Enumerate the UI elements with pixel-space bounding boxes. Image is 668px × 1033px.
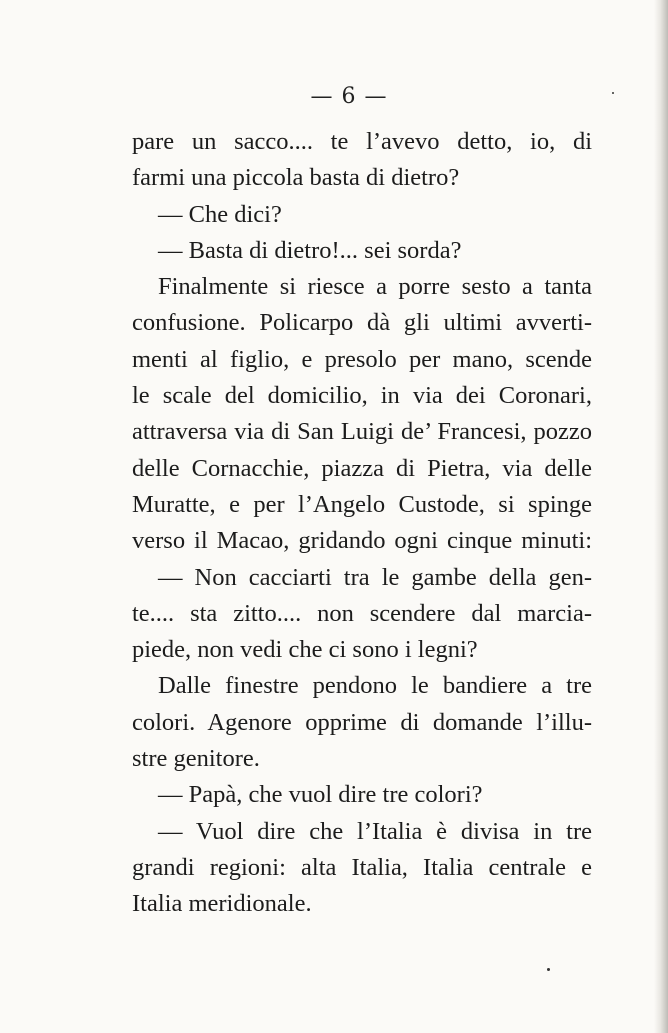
text-line: confusione. Policarpo dà gli ultimi avverti- (132, 309, 592, 337)
ink-speck (547, 968, 550, 971)
text-line: farmi una piccola basta di dietro? (132, 164, 460, 192)
text-line: attraversa via di San Luigi de’ Francesi, pozzo (132, 418, 592, 446)
ink-speck (612, 92, 614, 94)
page-edge-shadow (654, 0, 668, 1033)
text-line: — Basta di dietro!... sei sorda? (158, 236, 462, 264)
page-number: — 6 — (310, 84, 388, 109)
text-line: delle Cornacchie, piazza di Pietra, via delle (132, 454, 592, 482)
body-text (132, 124, 592, 923)
text-line: Muratte, e per l’Angelo Custode, si spinge (132, 490, 592, 518)
text-line: — Vuol dire che l’Italia è divisa in tre (158, 817, 592, 845)
text-line: le scale del domicilio, in via dei Coronari, (132, 382, 592, 410)
text-line: Italia meridionale. (132, 890, 312, 918)
text-line: grandi regioni: alta Italia, Italia centrale e (132, 853, 592, 881)
text-line: menti al figlio, e presolo per mano, scende (132, 345, 592, 373)
text-line: piede, non vedi che ci sono i legni? (132, 636, 478, 664)
text-line: — Che dici? (158, 200, 282, 228)
text-line: pare un sacco.... te l’avevo detto, io, di (132, 128, 592, 155)
text-line: colori. Agenore opprime di domande l’illu- (132, 708, 592, 736)
text-line: Dalle finestre pendono le bandiere a tre (158, 672, 592, 700)
text-line: te.... sta zitto.... non scendere dal marcia- (132, 599, 592, 627)
text-line: Finalmente si riesce a porre sesto a tanta (158, 273, 592, 301)
text-line: — Non cacciarti tra le gambe della gen- (158, 563, 592, 591)
text-line: — Papà, che vuol dire tre colori? (158, 781, 483, 809)
text-line: stre genitore. (132, 745, 260, 773)
text-line: verso il Macao, gridando ogni cinque minuti: (132, 527, 592, 555)
